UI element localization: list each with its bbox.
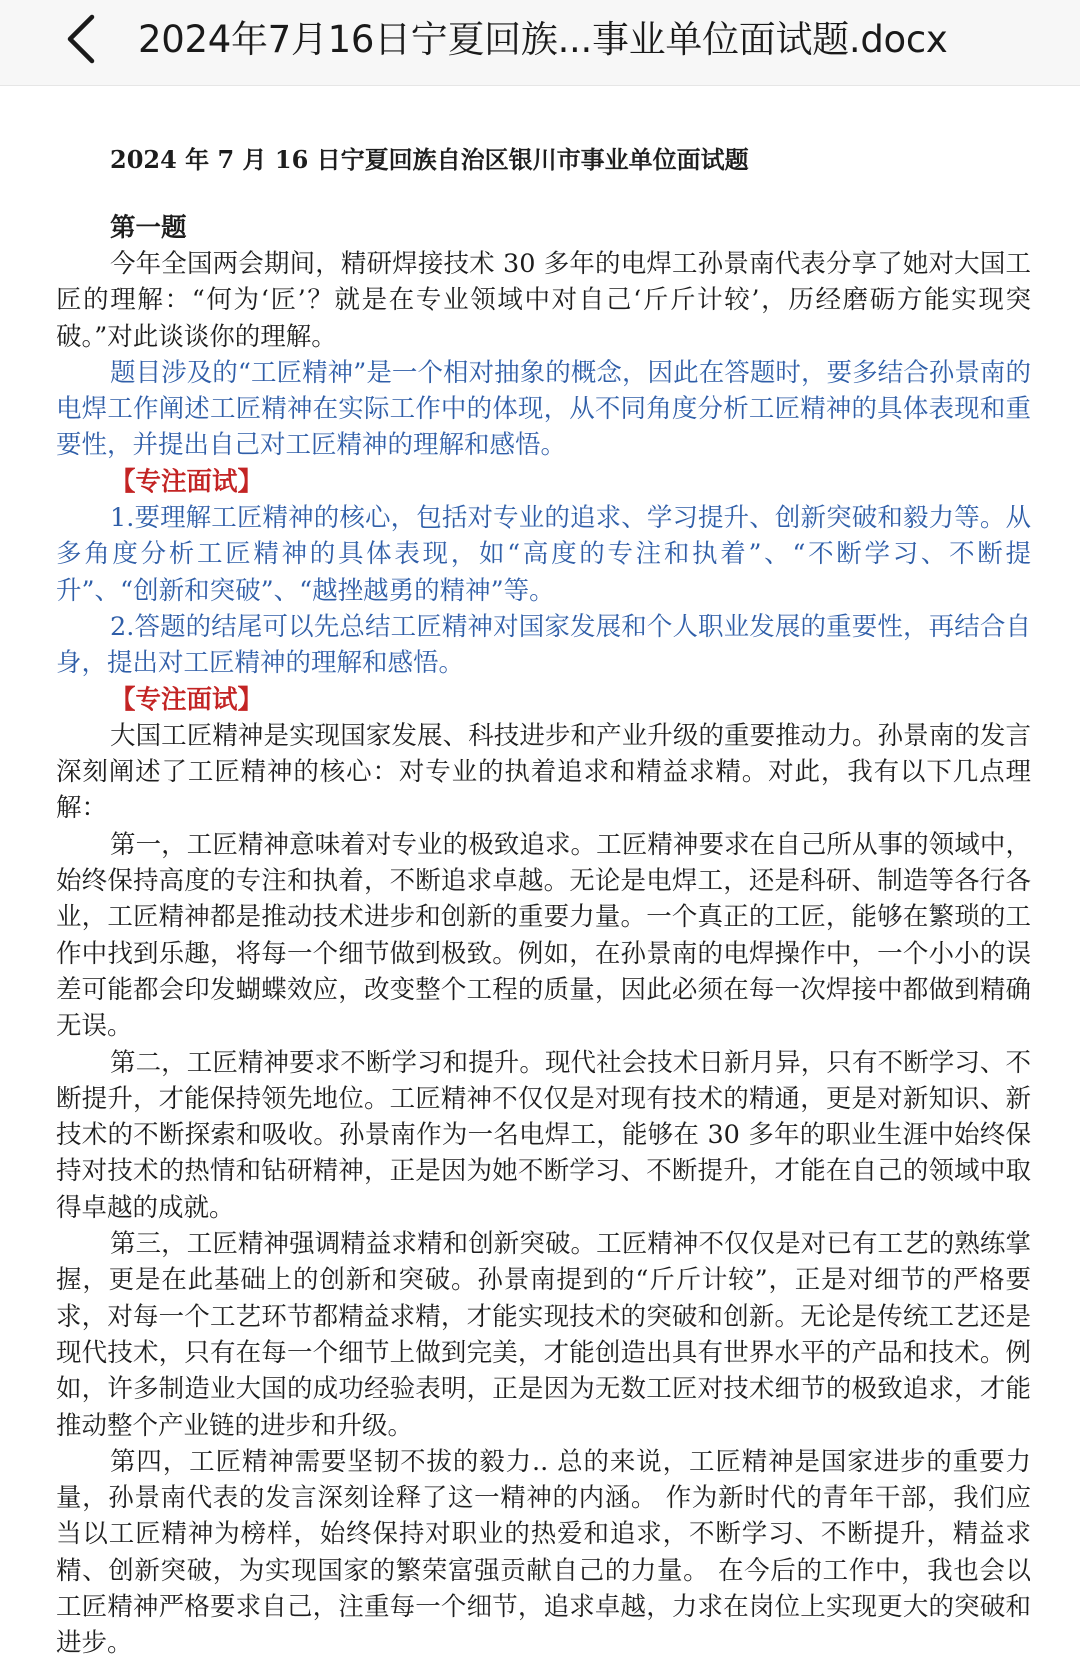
answer-paragraph: 第三，工匠精神强调精益求精和创新突破。工匠精神不仅仅是对已有工艺的熟练掌握，更是在此基础上的创新和突破。孙景南提到的“斤斤计较”，正是对细节的严格要求，对每一个工艺环节都精益求精，才能实现技术的突破和创新。无论是传统工艺还是现代技术，只有在每一个细节上做到完美，才能创造出具有世界水平的产品和技术。例如，许多制造业大国的成功经验表明，正是因为无数工匠对技术细节的极致追求，才能推动整个产业链的进步和升级。 [56,1229,1031,1441]
section-heading: 第一题 [110,213,187,243]
back-button[interactable] [52,9,112,69]
question-paragraph: 今年全国两会期间，精研焊接技术 30 多年的电焊工孙景南代表分享了她对大国工匠的理解：“何为‘匠’？就是在专业领域中对自己‘斤斤计较’，历经磨砺方能实现突破。”对此谈谈你的理解。 [56,249,1031,352]
chevron-left-icon [62,13,102,65]
guidance-point: 1.要理解工匠精神的核心，包括对专业的追求、学习提升、创新突破和毅力等。从多角度分析工匠精神的具体表现，如“高度的专注和执着”、“不断学习、不断提升”、“创新和突破”、“越挫越勇的精神”等。 [56,503,1031,606]
top-bar [0,0,1080,86]
answer-paragraph: 第四，工匠精神需要坚韧不拔的毅力.. 总的来说，工匠精神是国家进步的重要力量，孙景南代表的发言深刻诠释了这一精神的内涵。 作为新时代的青年干部，我们应当以工匠精神为榜样，始终保持对职业的热爱和追求，不断学习、不断提升，精益求精、创新突破，为实现国家的繁荣富强贡献自己的力量。 在今后的工作中，我也会以工匠精神严格要求自己，注重每一个细节，追求卓越，力求在岗位上实现更大的突破和进步。 [56,1446,1031,1659]
answer-paragraph: 大国工匠精神是实现国家发展、科技进步和产业升级的重要推动力。孙景南的发言深刻阐述了工匠精神的核心：对专业的执着追求和精益求精。对此，我有以下几点理解： [56,720,1031,824]
answer-paragraph: 第一，工匠精神意味着对专业的极致追求。工匠精神要求在自己所从事的领域中，始终保持高度的专注和执着，不断追求卓越。无论是电焊工，还是科研、制造等各行各业，工匠精神都是推动技术进步和创新的重要力量。一个真正的工匠，能够在繁琐的工作中找到乐趣，将每一个细节做到极致。例如，在孙景南的电焊操作中，一个小小的误差可能都会印发蝴蝶效应，改变整个工程的质量，因此必须在每一次焊接中都做到精确无误。 [56,829,1031,1042]
section-tag: 【专注面试】 [110,466,264,497]
file-title: 2024年7月16日宁夏回族...事业单位面试题.docx [138,18,948,61]
analysis-paragraph: 题目涉及的“工匠精神”是一个相对抽象的概念，因此在答题时，要多结合孙景南的电焊工作阐述工匠精神在实际工作中的体现，从不同角度分析工匠精神的具体表现和重要性，并提出自己对工匠精神的理解和感悟。 [56,357,1031,461]
guidance-point: 2.答题的结尾可以先总结工匠精神对国家发展和个人职业发展的重要性，再结合自身，提出对工匠精神的理解和感悟。 [56,611,1031,679]
document-title: 2024 年 7 月 16 日宁夏回族自治区银川市事业单位面试题 [110,145,749,174]
answer-paragraph: 第二，工匠精神要求不断学习和提升。现代社会技术日新月异，只有不断学习、不断提升，才能保持领先地位。工匠精神不仅仅是对现有技术的精通，更是对新知识、新技术的不断探索和吸收。孙景南作为一名电焊工，能够在 30 多年的职业生涯中始终保持对技术的热情和钻研精神，正是因为她不断学习、不断提升，才能在自己的领域中取得卓越的成就。 [56,1047,1031,1223]
section-tag: 【专注面试】 [110,684,264,715]
document-body [56,140,1031,1662]
